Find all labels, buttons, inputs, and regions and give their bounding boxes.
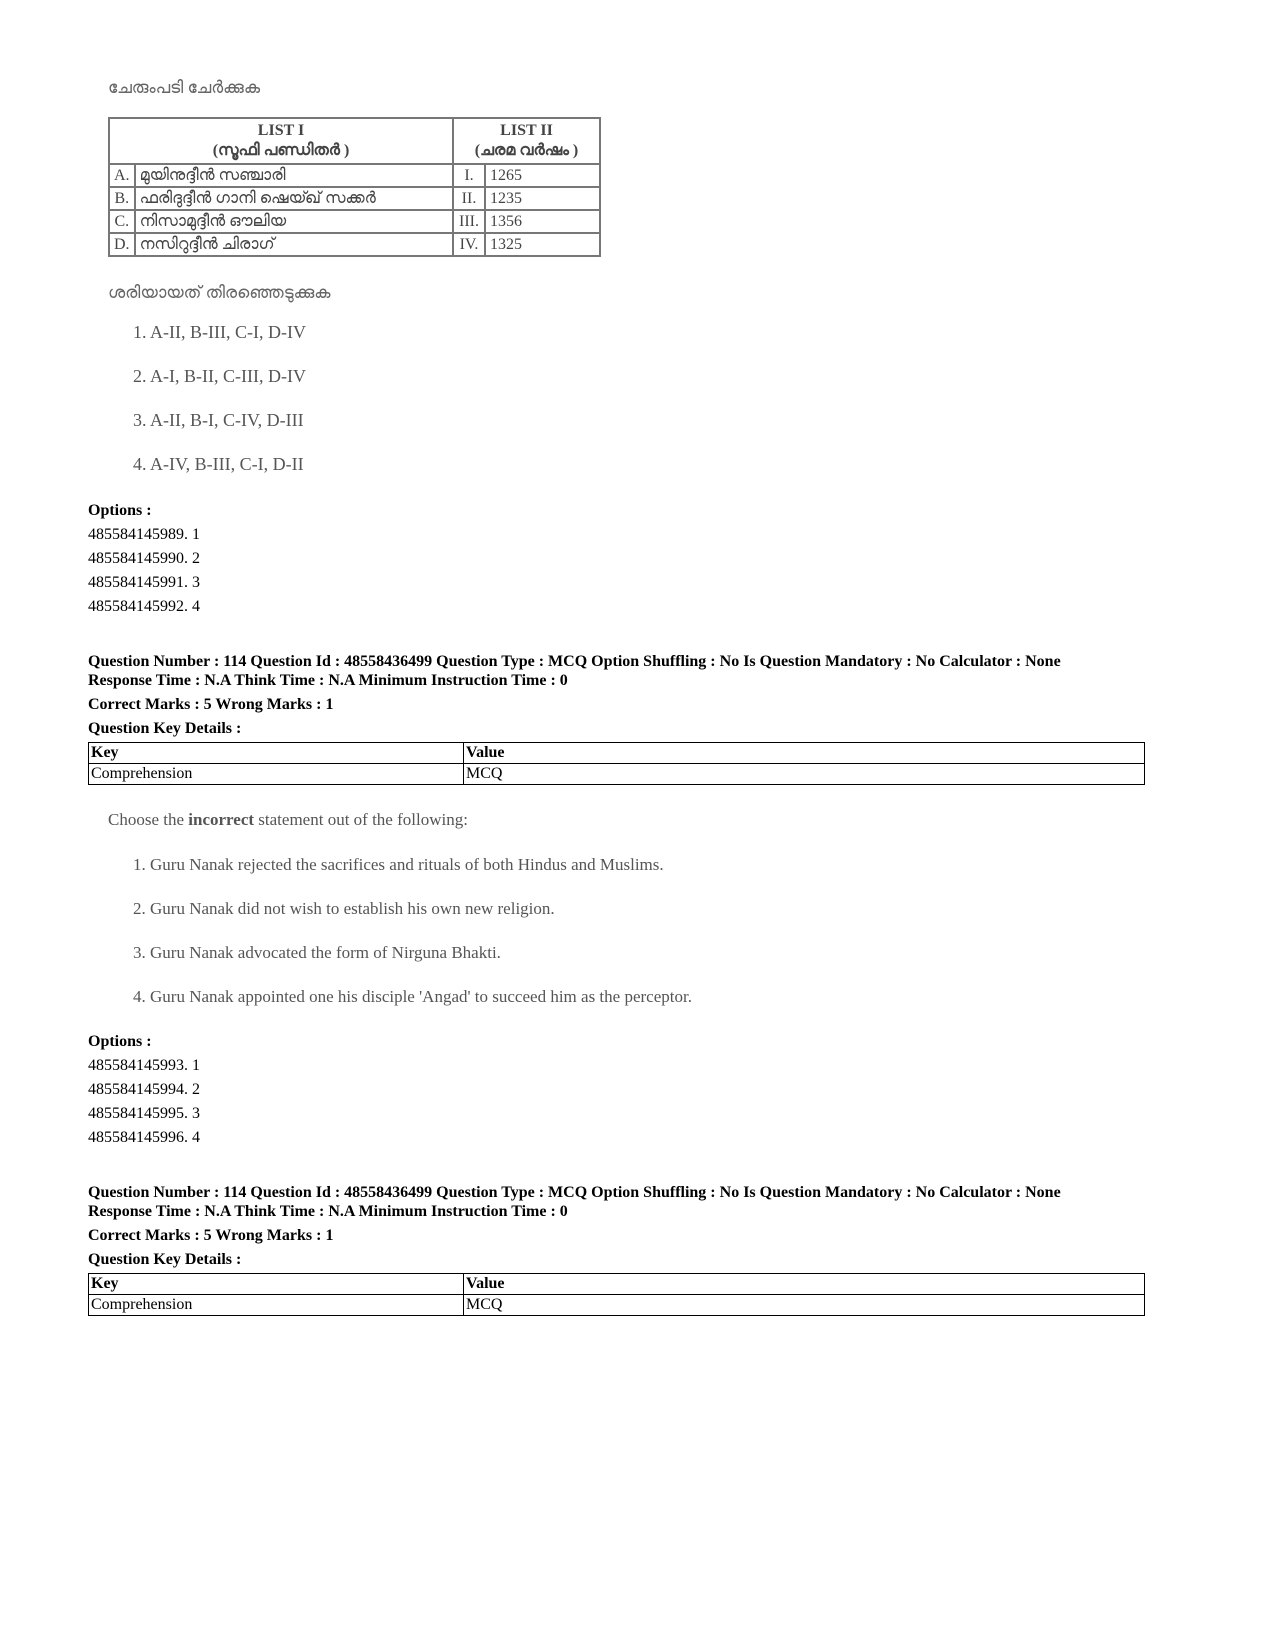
list-1-header — [109, 118, 453, 164]
row-letter: A. — [109, 164, 135, 187]
table-row — [109, 233, 600, 256]
stem-emphasis: incorrect — [188, 810, 255, 829]
row-numeral: II. — [453, 187, 485, 210]
table-row — [109, 210, 600, 233]
row-letter: D. — [109, 233, 135, 256]
list-2-header — [453, 118, 600, 164]
option-item: 485584145992. 4 — [88, 598, 200, 615]
row-name: നസിറുദ്ദീൻ ചിരാഗ് — [135, 233, 453, 256]
q114-stem — [108, 810, 468, 830]
option-item: 485584145995. 3 — [88, 1105, 200, 1122]
row-year: 1265 — [485, 164, 600, 187]
q113-options-label: Options : — [88, 502, 152, 519]
option-item: 485584145996. 4 — [88, 1129, 200, 1146]
value-cell: MCQ — [464, 1295, 1145, 1316]
list-1-subtitle: (സൂഫി പണ്ഡിതർ ) — [212, 142, 350, 159]
q114-meta-line2: Response Time : N.A Think Time : N.A Minimum Instruction Time : 0 — [88, 672, 568, 689]
list-2-title: LIST II — [500, 122, 553, 139]
match-table-header — [109, 118, 600, 164]
choice-item: 4. Guru Nanak appointed one his disciple 'Angad' to succeed him as the perceptor. — [133, 987, 692, 1006]
q113-instruction: ചേരുംപടി ചേർക്കുക — [108, 78, 261, 97]
value-header: Value — [464, 1274, 1145, 1295]
row-numeral: I. — [453, 164, 485, 187]
q114b-meta-line1: Question Number : 114 Question Id : 48558436499 Question Type : MCQ Option Shuffling : No Is Question Mandatory : No Calculator : None — [88, 1184, 1061, 1201]
q114-marks: Correct Marks : 5 Wrong Marks : 1 — [88, 696, 334, 713]
table-row — [109, 187, 600, 210]
row-name: ഫരിദുദ്ദീൻ ഗാനി ഷെയ്ഖ് സക്കർ — [135, 187, 453, 210]
q114b-key-details-label: Question Key Details : — [88, 1251, 242, 1268]
q114-meta-line1: Question Number : 114 Question Id : 48558436499 Question Type : MCQ Option Shuffling : No Is Question Mandatory : No Calculator : None — [88, 653, 1061, 670]
choice-item: 3. A-II, B-I, C-IV, D-III — [133, 410, 304, 430]
key-header: Key — [89, 743, 464, 764]
key-cell: Comprehension — [89, 764, 464, 785]
choice-item: 3. Guru Nanak advocated the form of Nirguna Bhakti. — [133, 943, 501, 962]
option-item: 485584145993. 1 — [88, 1057, 200, 1074]
stem-text: Choose the — [108, 810, 189, 829]
q113-prompt: ശരിയായത് തിരഞ്ഞെടുക്കുക — [108, 283, 331, 302]
row-letter: B. — [109, 187, 135, 210]
value-header: Value — [464, 743, 1145, 764]
choice-item: 2. A-I, B-II, C-III, D-IV — [133, 366, 306, 386]
row-year: 1235 — [485, 187, 600, 210]
row-year: 1325 — [485, 233, 600, 256]
option-item: 485584145990. 2 — [88, 550, 200, 567]
choice-item: 1. Guru Nanak rejected the sacrifices and rituals of both Hindus and Muslims. — [133, 855, 664, 874]
q114b-marks: Correct Marks : 5 Wrong Marks : 1 — [88, 1227, 334, 1244]
table-row — [89, 1295, 1145, 1316]
q114-key-table — [88, 742, 1145, 785]
choice-item: 2. Guru Nanak did not wish to establish his own new religion. — [133, 899, 555, 918]
q114-options-label: Options : — [88, 1033, 152, 1050]
q114b-key-table — [88, 1273, 1145, 1316]
row-letter: C. — [109, 210, 135, 233]
row-name: നിസാമുദ്ദീൻ ഔലിയ — [135, 210, 453, 233]
row-numeral: III. — [453, 210, 485, 233]
q114-key-details-label: Question Key Details : — [88, 720, 242, 737]
row-name: മുയിനുദ്ദീൻ സഞ്ചാരി — [135, 164, 453, 187]
list-1-title: LIST I — [257, 122, 305, 139]
choice-item: 4. A-IV, B-III, C-I, D-II — [133, 454, 304, 474]
key-cell: Comprehension — [89, 1295, 464, 1316]
key-table-header — [89, 743, 1145, 764]
table-row — [89, 764, 1145, 785]
option-item: 485584145994. 2 — [88, 1081, 200, 1098]
key-table-header — [89, 1274, 1145, 1295]
value-cell: MCQ — [464, 764, 1145, 785]
list-2-subtitle: (ചരമ വർഷം ) — [474, 142, 579, 159]
key-header: Key — [89, 1274, 464, 1295]
row-year: 1356 — [485, 210, 600, 233]
table-row — [109, 164, 600, 187]
q114b-meta-line2: Response Time : N.A Think Time : N.A Minimum Instruction Time : 0 — [88, 1203, 568, 1220]
q113-match-table — [108, 117, 601, 257]
option-item: 485584145991. 3 — [88, 574, 200, 591]
choice-item: 1. A-II, B-III, C-I, D-IV — [133, 322, 306, 342]
stem-text: statement out of the following: — [254, 810, 468, 829]
row-numeral: IV. — [453, 233, 485, 256]
option-item: 485584145989. 1 — [88, 526, 200, 543]
